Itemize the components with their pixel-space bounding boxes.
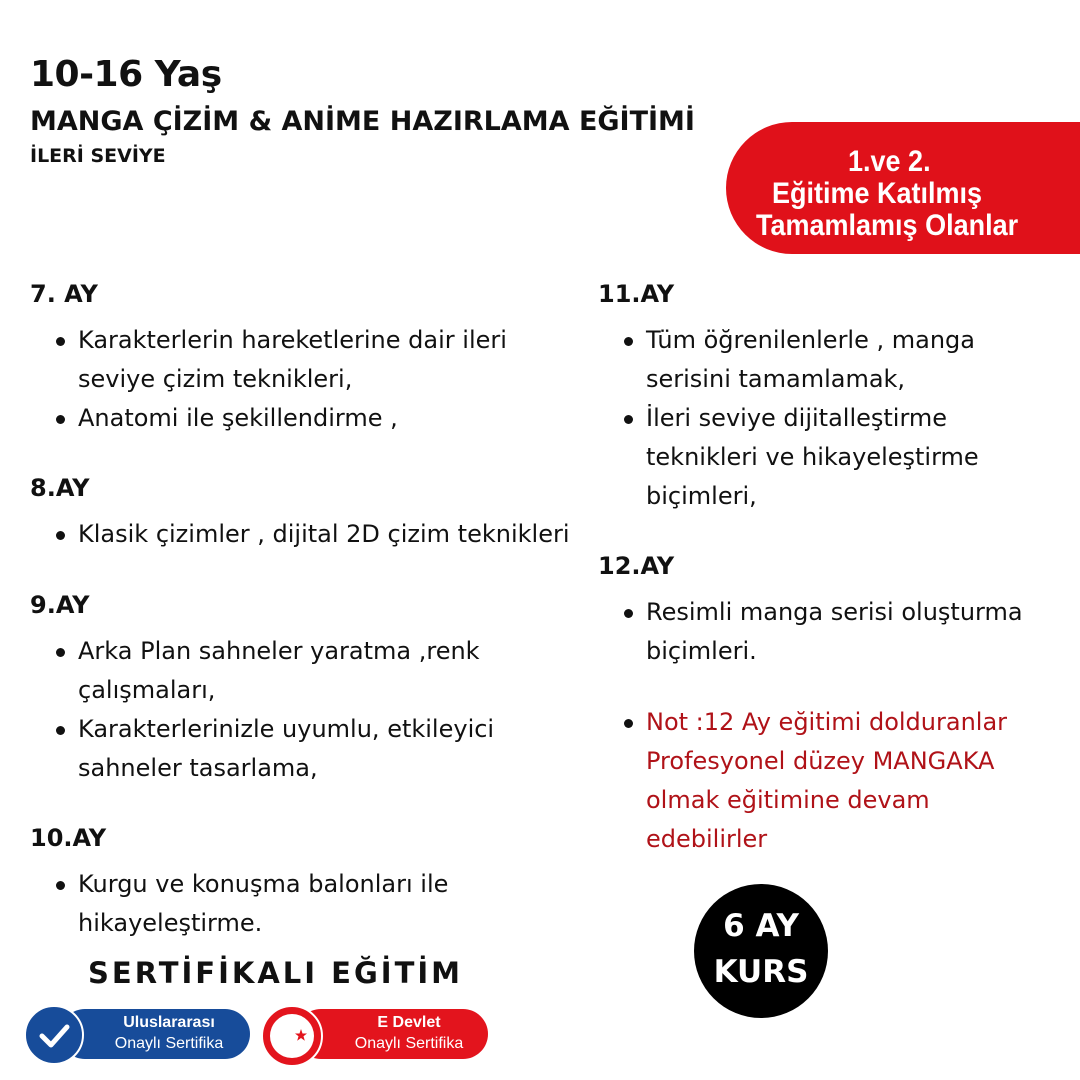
edevlet-certificate-badge — [296, 1009, 488, 1059]
list-item: Karakterlerin hareketlerine dair ileri seviye çizim teknikleri, — [30, 321, 558, 399]
duration-line-1: 6 AY — [723, 908, 799, 944]
month-12-list — [598, 593, 1068, 671]
month-11-section — [598, 280, 1068, 516]
note-section — [598, 703, 1068, 859]
badge-line-1: 1.ve 2. — [848, 145, 931, 178]
list-item: Klasik çizimler , dijital 2D çizim teknikleri — [30, 515, 590, 554]
edevlet-line-2: Onaylı Sertifika — [354, 1035, 464, 1052]
edevlet-logo-icon — [261, 1005, 323, 1067]
badge-line-3: Tamamlamış Olanlar — [756, 209, 1019, 242]
international-line-2: Onaylı Sertifika — [114, 1035, 224, 1052]
month-heading: 12.AY — [598, 552, 675, 580]
month-11-list — [598, 321, 1068, 516]
month-7-section — [30, 280, 590, 438]
list-item: İleri seviye dijitalleştirme teknikleri ve hikayeleştirme biçimleri, — [598, 399, 1046, 516]
international-line-1: Uluslararası — [123, 1014, 215, 1031]
list-item: Anatomi ile şekillendirme , — [30, 399, 590, 438]
month-heading: 9.AY — [30, 591, 90, 619]
duration-badge — [694, 884, 828, 1018]
month-heading: 8.AY — [30, 474, 90, 502]
month-9-section — [30, 591, 590, 788]
month-10-list — [30, 865, 590, 943]
month-10-section — [30, 824, 590, 943]
duration-line-2: KURS — [713, 954, 809, 990]
level-label: İLERİ SEVİYE — [30, 145, 166, 167]
month-8-section — [30, 474, 590, 554]
list-item: Kurgu ve konuşma balonları ile hikayeleştirme. — [30, 865, 508, 943]
list-item: Tüm öğrenilenlerle , manga serisini tamamlamak, — [598, 321, 1046, 399]
checkmark-icon — [24, 1005, 84, 1065]
month-8-list — [30, 515, 590, 554]
prerequisite-badge — [726, 122, 1080, 254]
international-certificate-badge — [60, 1009, 250, 1059]
list-item: Arka Plan sahneler yaratma ,renk çalışmaları, — [30, 632, 528, 710]
month-heading: 10.AY — [30, 824, 107, 852]
month-heading: 7. AY — [30, 280, 98, 308]
month-12-section — [598, 552, 1068, 671]
month-9-list — [30, 632, 590, 788]
month-7-list — [30, 321, 590, 438]
course-subtitle: MANGA ÇİZİM & ANİME HAZIRLAMA EĞİTİMİ — [30, 106, 695, 137]
edevlet-line-1: E Devlet — [377, 1014, 441, 1031]
note-text: Not :12 Ay eğitimi dolduranlar Profesyonel düzey MANGAKA olmak eğitimine devam edebilirler — [598, 703, 1056, 859]
note-list — [598, 703, 1068, 859]
certificate-title: SERTİFİKALI EĞİTİM — [88, 956, 464, 990]
month-heading: 11.AY — [598, 280, 675, 308]
badge-line-2: Eğitime Katılmış — [772, 177, 983, 210]
list-item: Resimli manga serisi oluşturma biçimleri. — [598, 593, 1066, 671]
page-title: 10-16 Yaş — [30, 54, 222, 95]
list-item: Karakterlerinizle uyumlu, etkileyici sahneler tasarlama, — [30, 710, 538, 788]
